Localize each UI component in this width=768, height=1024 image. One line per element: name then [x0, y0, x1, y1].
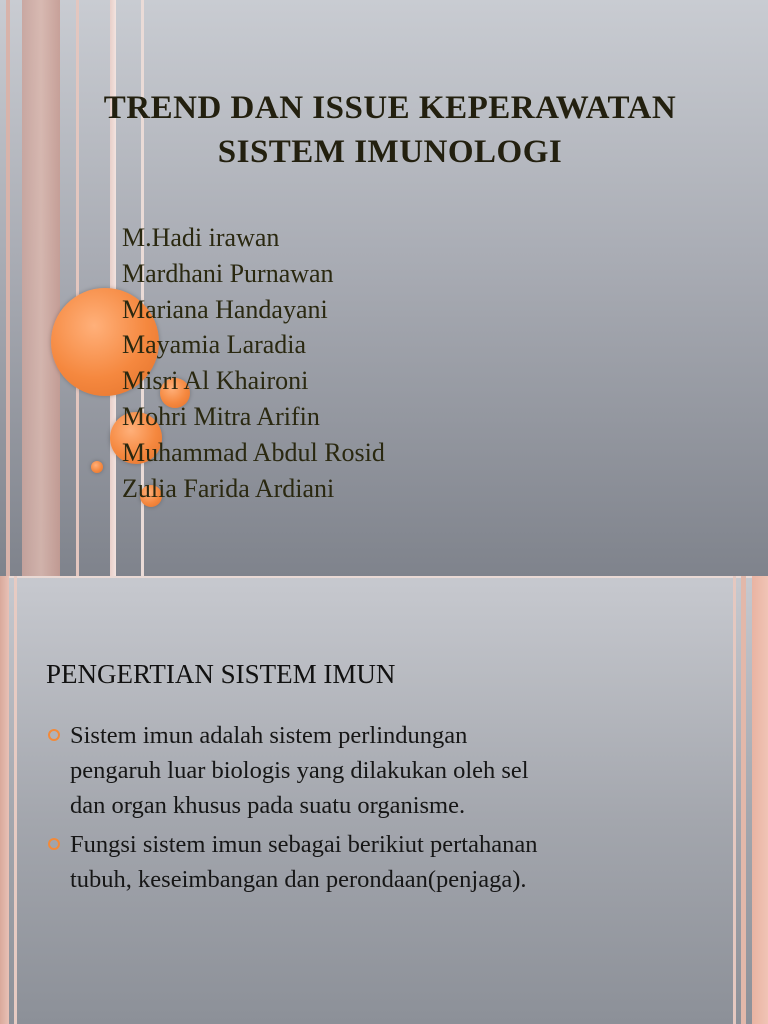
bullet-circle-icon [48, 838, 60, 850]
section-heading: PENGERTIAN SISTEM IMUN [46, 659, 396, 689]
bullet-line: Sistem imun adalah sistem perlindungan [70, 722, 468, 749]
decorative-stripe [741, 576, 746, 1024]
decorative-stripe [6, 0, 10, 576]
author-name: Zulia Farida Ardiani [122, 473, 335, 503]
decorative-circle [91, 461, 103, 473]
bullet-line: dan organ khusus pada suatu organisme. [70, 792, 466, 819]
author-name: Muhammad Abdul Rosid [122, 437, 385, 467]
author-name: M.Hadi irawan [122, 223, 280, 252]
slide-title [40, 86, 740, 174]
decorative-stripe [752, 576, 768, 1024]
author-list [122, 220, 385, 506]
bullet-line: tubuh, keseimbangan dan perondaan(penjaga). [70, 866, 527, 893]
bullet-item [46, 718, 686, 823]
author-name: Mardhani Purnawan [122, 258, 334, 288]
slide-title-line: SISTEM IMUNOLOGI [217, 134, 563, 170]
author-name: Mariana Handayani [122, 294, 328, 324]
content-slide [0, 576, 768, 1024]
bullet-list [46, 718, 686, 901]
slide-divider [0, 576, 768, 578]
slide-title-line: TREND DAN ISSUE KEPERAWATAN [103, 90, 677, 126]
decorative-stripe [14, 576, 17, 1024]
decorative-stripe [0, 576, 9, 1024]
bullet-line: pengaruh luar biologis yang dilakukan oleh sel [70, 757, 529, 784]
author-name: Mayamia Laradia [122, 330, 307, 360]
bullet-line: Fungsi sistem imun sebagai berikiut pertahanan [70, 831, 538, 858]
bullet-item [46, 827, 686, 897]
author-name: Misri Al Khaironi [122, 366, 309, 396]
decorative-stripe [733, 576, 736, 1024]
author-name: Mohri Mitra Arifin [122, 401, 320, 431]
bullet-circle-icon [48, 729, 60, 741]
